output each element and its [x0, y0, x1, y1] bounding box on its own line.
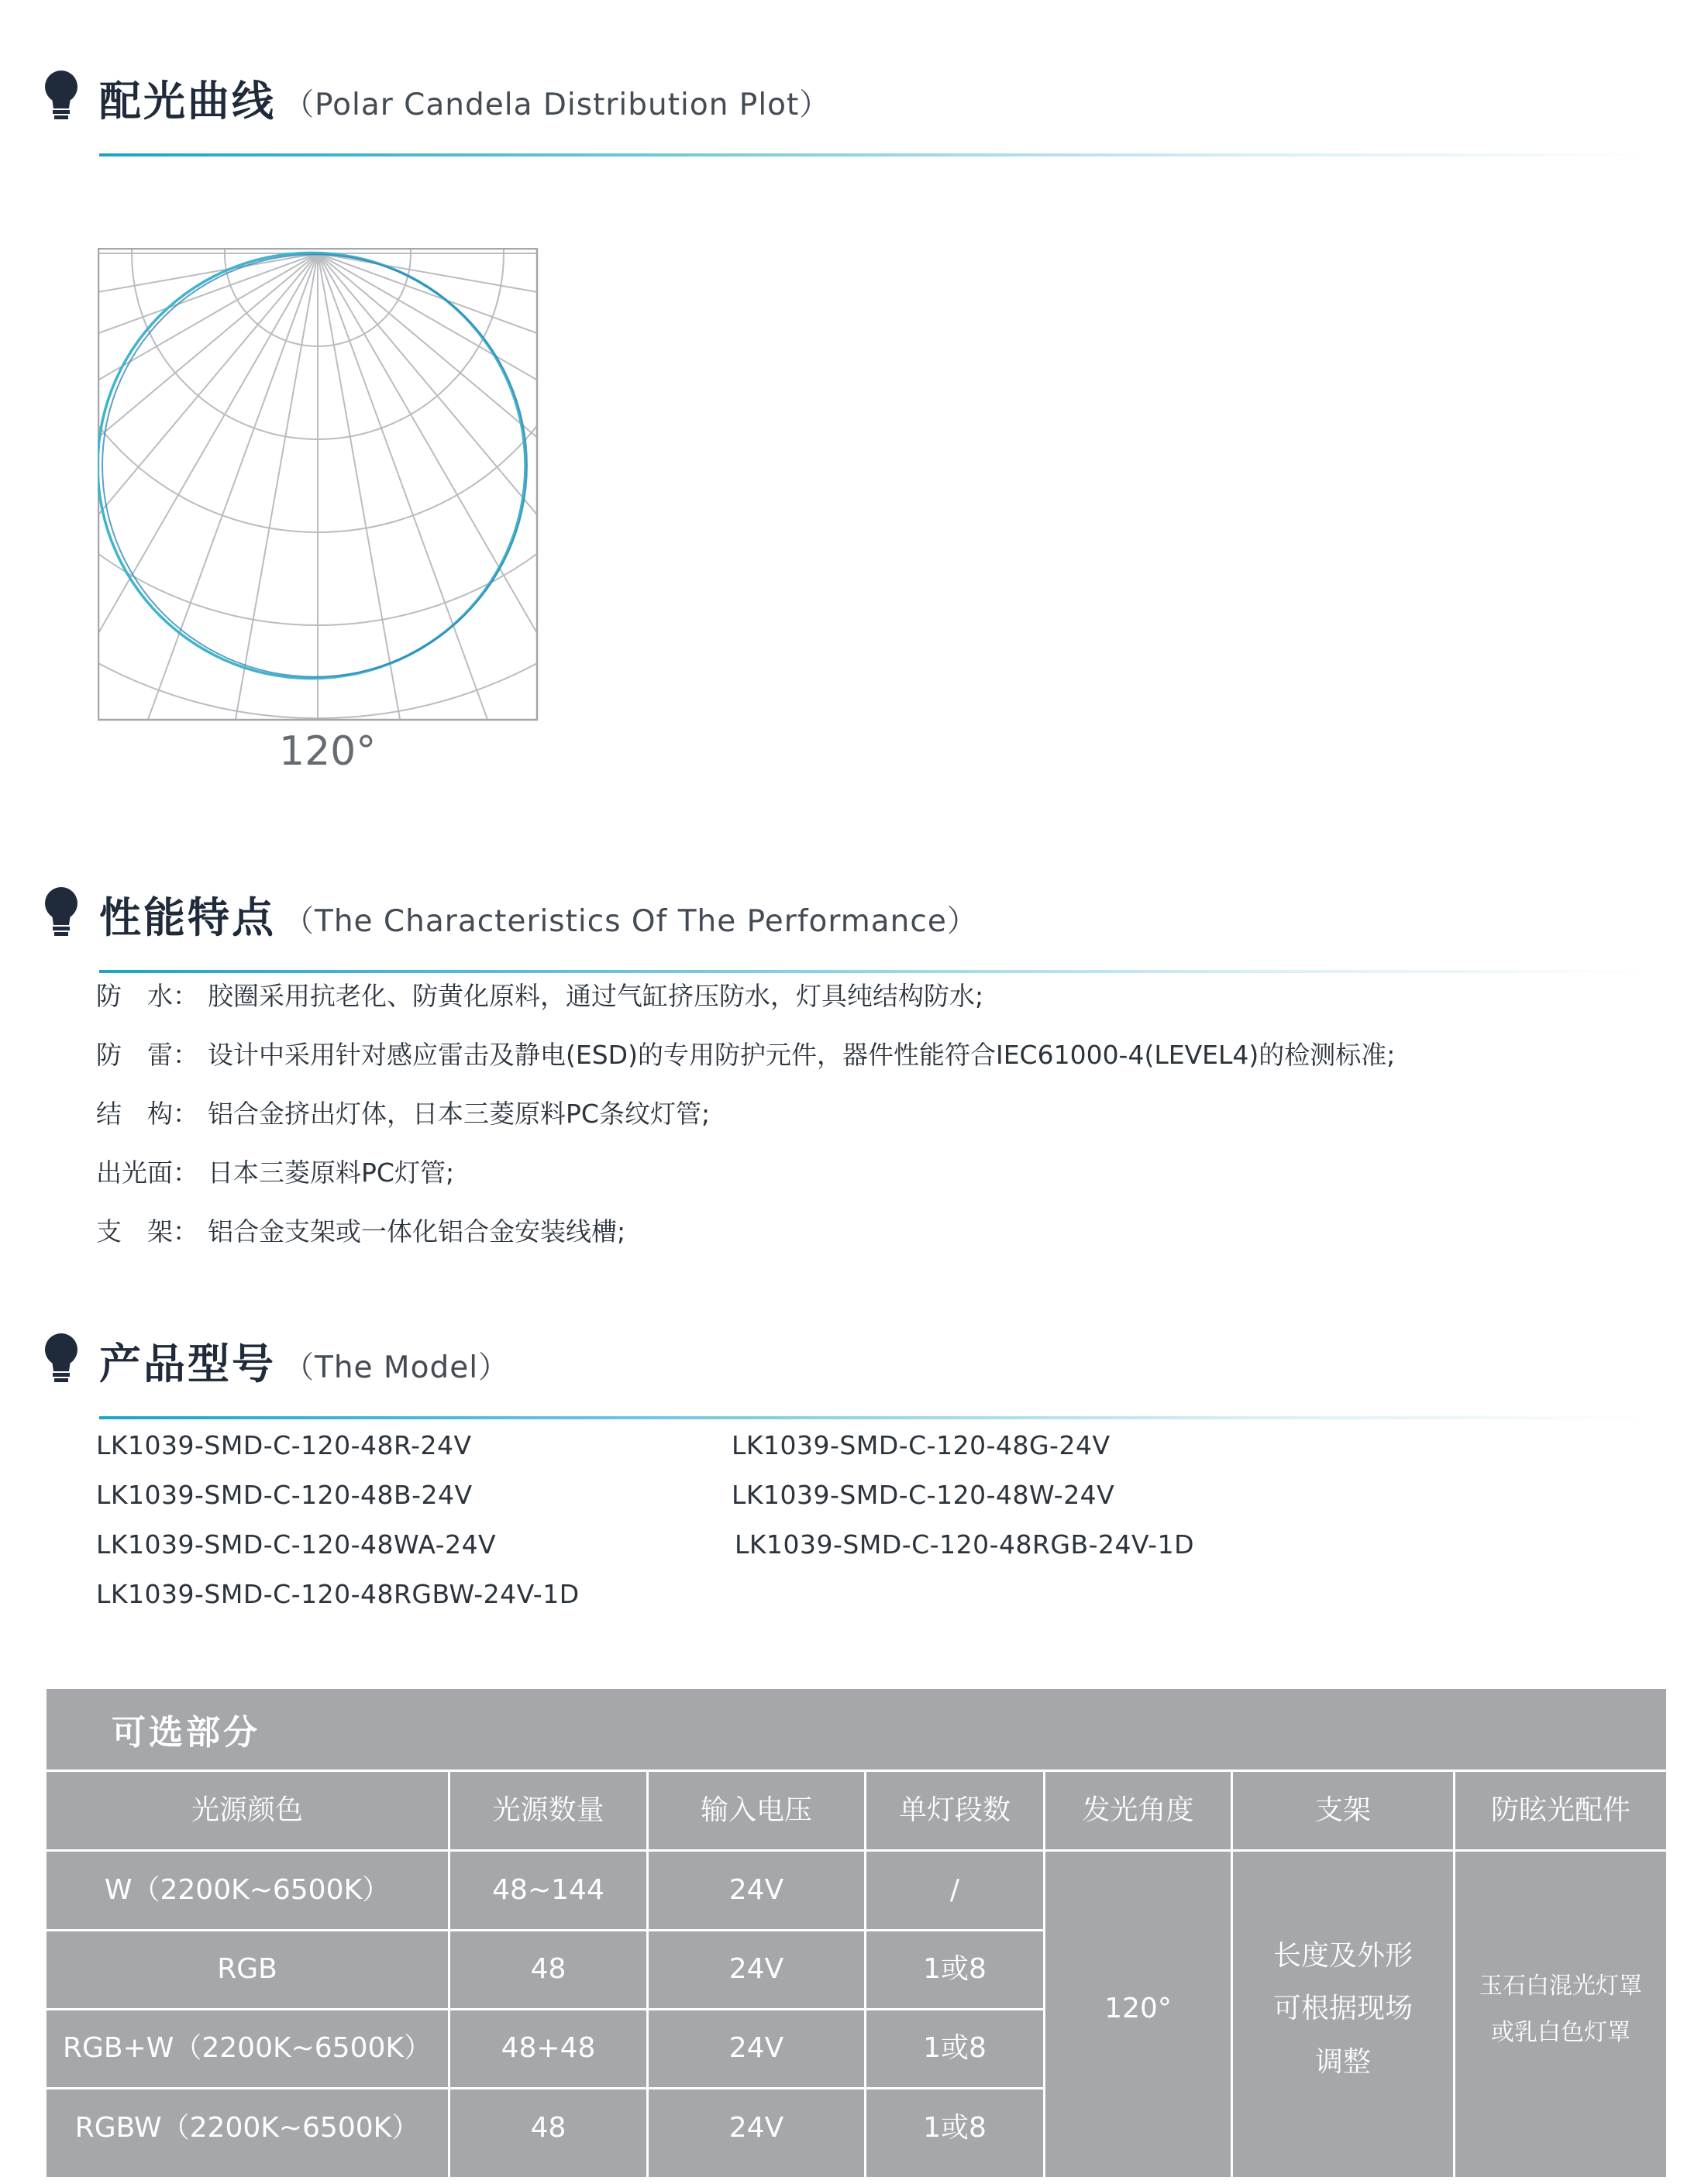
model-number: LK1039-SMD-C-120-48RGB-24V-1D — [735, 1529, 1194, 1560]
polar-curve-secondary — [102, 254, 527, 676]
feature-text: 日本三菱原料PC灯管; — [208, 1157, 455, 1188]
section-title: 配光曲线 — [99, 77, 276, 126]
section-divider — [99, 1416, 1649, 1419]
table-cell: 24V — [728, 1873, 784, 1906]
table-cell: RGBW（2200K~6500K） — [74, 2111, 420, 2144]
feature-text: 胶圈采用抗老化、防黄化原料，通过气缸挤压防水，灯具纯结构防水; — [208, 981, 984, 1011]
bracket-line: 可根据现场 — [1272, 1993, 1413, 2025]
accessory-cell — [1455, 1852, 1666, 2167]
section-subtitle: （Polar Candela Distribution Plot） — [284, 88, 831, 122]
options-table — [46, 1689, 1666, 2177]
table-cell: 1或8 — [923, 1953, 987, 1986]
table-header-cell: 防眩光配件 — [1490, 1794, 1631, 1826]
table-cell: 24V — [728, 2111, 784, 2144]
polar-spoke — [98, 253, 318, 414]
bracket-cell — [1233, 1852, 1453, 2167]
table-cell: RGB — [217, 1953, 277, 1986]
polar-curve — [98, 253, 525, 678]
bulb-icon — [43, 886, 79, 939]
section-subtitle: （The Model） — [284, 1350, 510, 1385]
options-title: 可选部分 — [112, 1713, 260, 1752]
feature-text: 铝合金支架或一体化铝合金安装线槽; — [208, 1216, 626, 1247]
polar-spoke — [318, 253, 539, 414]
section-header-features — [43, 882, 1640, 951]
feature-waterproof — [96, 976, 983, 1013]
feature-text: 设计中采用针对感应雷击及静电(ESD)的专用防护元件，器件性能符合IEC61000-4(LEVEL4)的检测标准; — [208, 1040, 1396, 1070]
bulb-icon — [43, 1333, 79, 1385]
bracket-line: 长度及外形 — [1272, 1939, 1413, 1972]
polar-spoke — [318, 253, 539, 722]
feature-bracket — [96, 1212, 625, 1248]
polar-distribution-plot — [98, 248, 539, 722]
model-number: LK1039-SMD-C-120-48RGBW-24V-1D — [96, 1579, 580, 1609]
bulb-icon — [43, 70, 79, 122]
polar-spoke — [318, 253, 539, 722]
feature-label: 防 水： — [96, 981, 198, 1011]
beam-angle-label: 120° — [279, 728, 377, 775]
model-number: LK1039-SMD-C-120-48B-24V — [96, 1480, 473, 1510]
table-cell: 48 — [530, 1953, 566, 1986]
table-header-cell: 支架 — [1314, 1794, 1371, 1826]
table-cell: RGB+W（2200K~6500K） — [63, 2032, 432, 2065]
model-number: LK1039-SMD-C-120-48WA-24V — [96, 1529, 497, 1560]
model-number: LK1039-SMD-C-120-48G-24V — [732, 1430, 1111, 1460]
accessory-line: 玉石白混光灯罩 — [1479, 1972, 1642, 2000]
section-header-polar — [43, 65, 1640, 135]
feature-label: 防 雷： — [96, 1040, 198, 1070]
table-header-cell: 单灯段数 — [898, 1794, 1011, 1826]
table-cell: 48 — [530, 2111, 566, 2144]
feature-label: 结 构： — [96, 1099, 198, 1129]
polar-spoke — [318, 253, 479, 722]
model-number: LK1039-SMD-C-120-48W-24V — [732, 1480, 1115, 1510]
feature-lightning — [96, 1035, 1395, 1071]
table-cell: W（2200K~6500K） — [104, 1873, 391, 1906]
polar-grid — [98, 248, 539, 722]
feature-label: 出光面： — [96, 1157, 198, 1188]
table-cell: 24V — [728, 1953, 784, 1986]
table-cell: / — [949, 1873, 960, 1906]
feature-text: 铝合金挤出灯体，日本三菱原料PC条纹灯管; — [208, 1099, 711, 1129]
beam-angle-cell: 120° — [1104, 1993, 1172, 2025]
feature-structure — [96, 1094, 710, 1130]
bracket-line: 调整 — [1314, 2045, 1371, 2078]
table-cell: 24V — [728, 2032, 784, 2065]
table-cell: 1或8 — [923, 2111, 987, 2144]
table-header-cell: 光源数量 — [492, 1794, 604, 1826]
section-divider — [99, 153, 1649, 156]
accessory-line: 或乳白色灯罩 — [1491, 2018, 1631, 2046]
table-cell: 48+48 — [501, 2032, 596, 2065]
polar-spoke — [157, 253, 318, 722]
table-cell: 48~144 — [492, 1873, 604, 1906]
table-header-cell: 输入电压 — [700, 1794, 812, 1826]
feature-emitting-surface — [96, 1153, 454, 1189]
polar-spoke — [318, 253, 539, 722]
polar-spoke — [98, 253, 318, 571]
feature-label: 支 架： — [96, 1216, 198, 1247]
model-number: LK1039-SMD-C-120-48R-24V — [96, 1430, 472, 1460]
section-subtitle: （The Characteristics Of The Performance） — [284, 904, 978, 939]
polar-spoke — [318, 253, 539, 718]
table-header-cell: 光源颜色 — [191, 1794, 303, 1826]
section-divider — [99, 970, 1649, 973]
section-header-model — [43, 1328, 1640, 1398]
section-title: 产品型号 — [99, 1340, 276, 1388]
polar-spoke — [318, 253, 539, 722]
table-header-cell: 发光角度 — [1082, 1794, 1194, 1826]
table-cell: 1或8 — [923, 2032, 987, 2065]
section-title: 性能特点 — [99, 893, 276, 942]
